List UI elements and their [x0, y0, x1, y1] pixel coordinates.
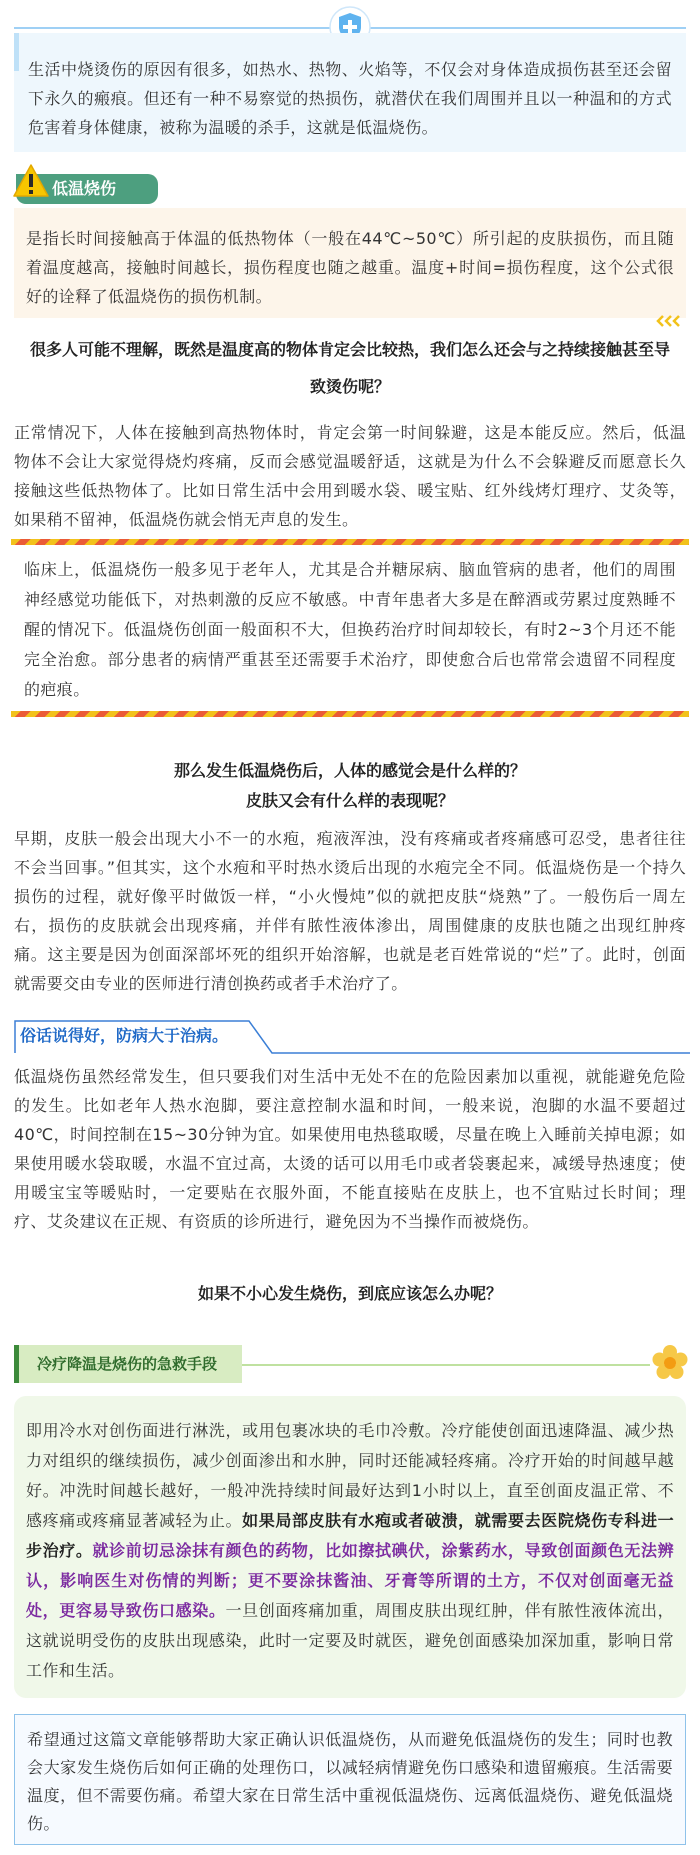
chevron-arrows-icon	[656, 312, 684, 324]
prevention-title: 俗话说得好，防病大于治病。	[20, 1026, 229, 1045]
firstaid-highlight-text: 就诊前切忌涂抹有颜色的药物，比如擦拭碘伏，涂紫药水，导致创面颜色无法辨认，影响医生对伤情的判断；更不要涂抹酱油、牙膏等所谓的土方，不仅对创面毫无益处，更容易导致伤口感染。	[26, 1541, 674, 1620]
firstaid-text-1: 即用冷水对创伤面进行淋洗，或用包裹冰块的毛巾冷敷。冷疗能使创面迅速降温、减少热力对组织的继续损伤，减少创面渗出和水肿，同时还能减轻疼痛。冷疗开始的时间越早越好。冲洗时间越长越好，一般冲洗持续时间最好达到1小时以上，直至创面皮温正常、不感疼痛或疼痛显著减轻为止。	[26, 1421, 674, 1530]
firstaid-bold-text: 如果局部皮肤有水疱或者破溃，就需要去医院烧伤专科进一步治疗。	[26, 1511, 674, 1560]
question-1-line-1: 很多人可能不理解，既然是温度高的物体肯定会比较热，我们怎么还会与之持续接触甚至导	[29, 340, 670, 359]
definition-panel	[14, 208, 686, 318]
question-heading-3: 如果不小心发生烧伤，到底应该怎么办呢？	[197, 1284, 502, 1303]
question-heading-2	[14, 756, 686, 816]
stripe-divider-top	[11, 539, 689, 545]
firstaid-paragraph	[26, 1416, 674, 1686]
firstaid-title-line	[242, 1364, 650, 1366]
closing-text: 希望通过这篇文章能够帮助大家正确认识低温烧伤，从而避免低温烧伤的发生；同时也教会大家发生烧伤后如何正确的处理伤口，以减轻病情避免伤口感染和遗留瘢痕。生活需要温度，但不需要伤痛。希望大家在日常生活中重视低温烧伤、远离低温烧伤、避免低温烧伤。	[27, 1730, 673, 1833]
clinical-text: 临床上，低温烧伤一般多见于老年人，尤其是合并糖尿病、脑血管病的患者，他们的周围神经感觉功能低下，对热刺激的反应不敏感。中青年患者大多是在醉酒或劳累过度熟睡不醒的情况下。低温烧伤创面一般面积不大，但换药治疗时间却较长，有时2~3个月还不能完全治愈。部分患者的病情严重甚至还需要手术治疗，即使愈合后也常常会遗留不同程度的疤痕。	[24, 560, 676, 699]
firstaid-title: 冷疗降温是烧伤的急救手段	[14, 1345, 242, 1383]
prevention-text: 低温烧伤虽然经常发生，但只要我们对生活中无处不在的危险因素加以重视，就能避免危险的发生。比如老年人热水泡脚，要注意控制水温和时间，一般来说，泡脚的水温不要超过 40℃，时间控制在15~30分钟为宜。如果使用电热毯取暖，尽量在晚上入睡前关掉电源；如果使用暖水袋取暖，水温不宜过高，太烫的话可以用毛巾或者袋裹起来，减缓导热速度；使用暖宝宝等暖贴时，一定要贴在衣服外面，不能直接贴在皮肤上，也不宜贴过长时间；理疗、艾灸建议在正规、有资质的诊所进行，避免因为不当操作而被烧伤。	[14, 1067, 686, 1231]
intro-text: 生活中烧烫伤的原因有很多，如热水、热物、火焰等，不仅会对身体造成损伤甚至还会留下永久的瘢痕。但还有一种不易察觉的热损伤，就潜伏在我们周围并且以一种温和的方式危害着身体健康，被称为温暖的杀手，这就是低温烧伤。	[28, 60, 672, 137]
question-2-line-1: 那么发生低温烧伤后，人体的感觉会是什么样的？	[173, 761, 526, 780]
paragraph-normal-reaction: 正常情况下，人体在接触到高热物体时，肯定会第一时间躲避，这是本能反应。然后，低温物体不会让大家觉得烧灼疼痛，反而会感觉温暖舒适，这就是为什么不会躲避反而愿意长久接触这些低热物体了。比如日常生活中会用到暖水袋、暖宝贴、红外线烤灯理疗、艾灸等，如果稍不留神，低温烧伤就会悄无声息的发生。	[14, 423, 686, 529]
question-heading-1	[14, 334, 686, 402]
firstaid-panel	[14, 1396, 686, 1698]
intro-panel	[14, 33, 686, 152]
paragraph-symptoms: 早期，皮肤一般会出现大小不一的水疱，疱液浑浊，没有疼痛或者疼痛感可忍受，患者往往不会当回事。”但其实，这个水疱和平时热水烫后出现的水疱完全不同。低温烧伤是一个持久损伤的过程，就好像平时做饭一样，“小火慢炖”似的就把皮肤“烧熟”了。一般伤后一周左右，损伤的皮肤就会出现疼痛，并伴有脓性液体渗出，周围健康的皮肤也随之出现红肿疼痛。这主要是因为创面深部坏死的组织开始溶解，也就是老百姓常说的“烂”了。此时，创面就需要交由专业的医师进行清创换药或者手术治疗了。	[14, 829, 686, 993]
definition-tag: 低温烧伤	[16, 174, 158, 204]
flower-icon	[650, 1343, 690, 1383]
definition-text: 是指长时间接触高于体温的低热物体（一般在44℃~50℃）所引起的皮肤损伤，而且随着温度越高，接触时间越长，损伤程度也随之越重。温度+时间=损伤程度，这个公式很好的诠释了低温烧伤的损伤机制。	[26, 229, 674, 306]
prevention-title-frame	[14, 1020, 690, 1054]
question-2-line-2: 皮肤又会有什么样的表现呢？	[245, 791, 454, 810]
warning-icon	[12, 163, 50, 199]
stripe-divider-bottom	[11, 711, 689, 717]
firstaid-text-2: 一旦创面疼痛加重，周围皮肤出现红肿，伴有脓性液体流出，这就说明受伤的皮肤出现感染，此时一定要及时就医，避免创面感染加深加重，影响日常工作和生活。	[26, 1601, 674, 1680]
closing-panel	[14, 1714, 686, 1845]
question-1-line-2: 致烫伤呢？	[309, 377, 390, 396]
